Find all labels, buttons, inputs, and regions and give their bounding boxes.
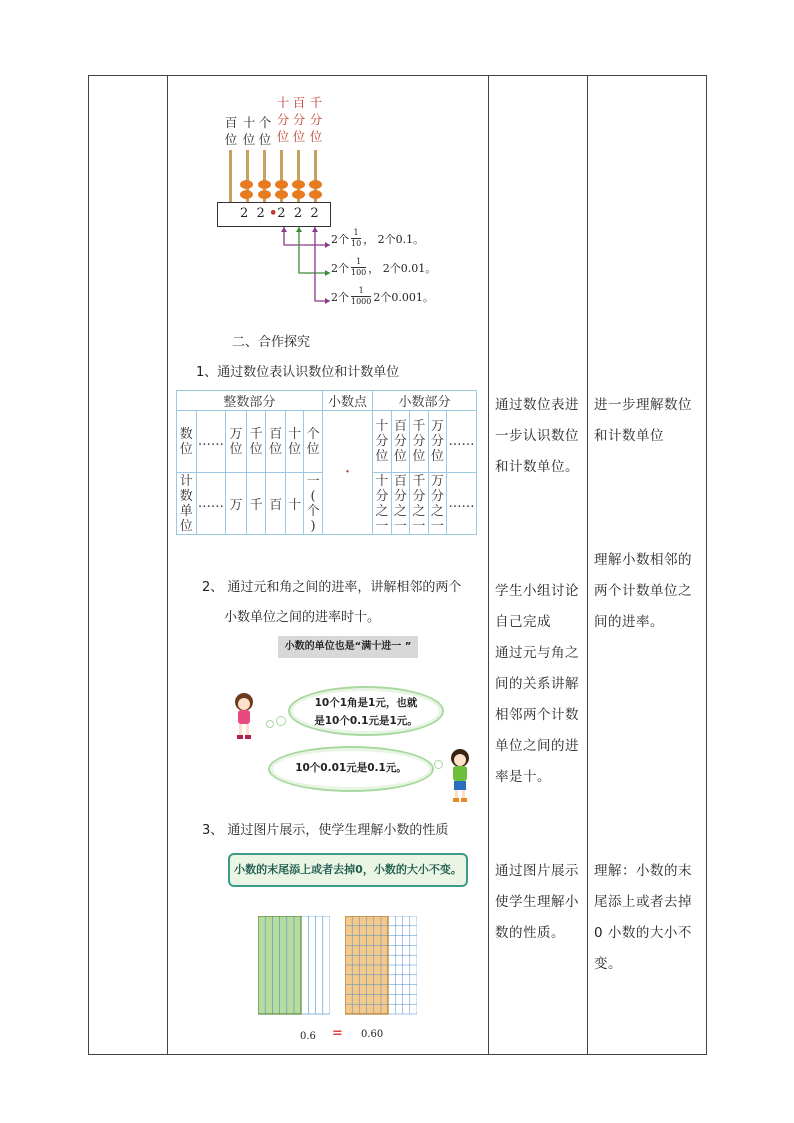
header-decimal-point: 小数点 — [322, 391, 372, 411]
step-1-text: 1、通过数位表认识数位和计数单位 — [196, 365, 400, 380]
girl-illustration — [230, 690, 260, 742]
place-cell: 十 位 — [285, 411, 303, 473]
unit-cell: 百 分 之 一 — [391, 473, 409, 535]
abacus-bead — [309, 180, 322, 189]
column-divider-2 — [488, 75, 489, 1055]
abacus-digits: 2 2 •2 2 2 — [240, 206, 319, 221]
step-2-text: 2、 通过元和角之间的进率，讲解相邻的两个 小数单位之间的进率时十。 — [202, 580, 462, 625]
decimal-point-cell: · — [322, 411, 372, 535]
place-cell: 万 分 位 — [428, 411, 446, 473]
grid-0-6 — [258, 916, 330, 1016]
abacus-label-tenths: 十 分 位 — [276, 95, 290, 144]
ellipsis: …… — [196, 411, 226, 473]
abacus-bead — [240, 180, 253, 189]
unit-cell: 十 分 之 一 — [373, 473, 391, 535]
abacus-note-tenths: 2个 1 10 ， 2个0.1。 — [331, 228, 425, 248]
unit-cell: 百 — [266, 473, 286, 535]
column-divider-1 — [167, 75, 168, 1055]
column-divider-3 — [587, 75, 588, 1055]
abacus-bead — [292, 180, 305, 189]
col3-block-3: 通过图片展示 使学生理解小 数的性质。 — [495, 863, 579, 941]
abacus-arrows — [270, 225, 340, 315]
abacus-label-thousandths: 千 分 位 — [309, 95, 323, 144]
place-cell: 十 分 位 — [373, 411, 391, 473]
speech-cloud-2: 10个0.01元是0.1元。 — [268, 746, 434, 792]
grid-label-left: 0.6 — [300, 1031, 316, 1042]
speech-cloud-1: 10个1角是1元，也就 是10个0.1元是1元。 — [288, 686, 444, 736]
abacus-bead — [275, 190, 288, 199]
ellipsis: …… — [447, 473, 477, 535]
table-right-border — [706, 75, 707, 1055]
col3-block-1: 通过数位表进 一步认识数位 和计数单位。 — [495, 397, 579, 475]
abacus-note-hundredths: 2个 1 100 ， 2个0.01。 — [331, 257, 437, 277]
unit-cell: 十 — [285, 473, 303, 535]
thought-bubble-dot — [276, 716, 286, 726]
abacus-note-thousandths: 2个 1 1000 2个0.001。 — [331, 286, 434, 306]
col4-block-2: 理解小数相邻的 两个计数单位之 间的进率。 — [594, 552, 692, 630]
grid-0-60 — [345, 916, 417, 1016]
ellipsis: …… — [447, 411, 477, 473]
abacus-label-hundreds: 百 位 — [224, 115, 238, 147]
row-head-unit: 计 数 单 位 — [177, 473, 197, 535]
abacus-bead — [258, 190, 271, 199]
row-head-place: 数 位 — [177, 411, 197, 473]
boy-illustration — [446, 746, 476, 804]
abacus-bead — [292, 190, 305, 199]
place-cell: 个 位 — [304, 411, 322, 473]
grid-label-right: 0.60 — [361, 1029, 384, 1040]
step-3-text: 3、 通过图片展示，使学生理解小数的性质 — [202, 823, 449, 838]
abacus-bead — [240, 190, 253, 199]
col3-block-2: 学生小组讨论 自己完成 通过元与角之 间的关系讲解 相邻两个计数 单位之间的进 率是十。 — [495, 583, 579, 785]
place-cell: 百 位 — [266, 411, 286, 473]
unit-cell: 万 — [226, 473, 247, 535]
col4-block-3: 理解：小数的末 尾添上或者去掉 0 小数的大小不 变。 — [594, 863, 692, 972]
section-heading: 二、合作探究 — [232, 335, 311, 350]
abacus-label-tens: 十 位 — [242, 115, 256, 147]
unit-cell: 千 — [246, 473, 266, 535]
thought-bubble-dot — [434, 760, 443, 769]
abacus-bead — [309, 190, 322, 199]
table-bottom-border — [88, 1054, 706, 1055]
abacus-label-hundredths: 百 分 位 — [292, 95, 306, 144]
header-integer-part: 整数部分 — [177, 391, 323, 411]
unit-cell: 一 ( 个 ) — [304, 473, 322, 535]
place-cell: 百 分 位 — [391, 411, 409, 473]
unit-cell: 万 分 之 一 — [428, 473, 446, 535]
equals-sign: = — [332, 1026, 343, 1041]
place-cell: 千 位 — [246, 411, 266, 473]
ellipsis: …… — [196, 473, 226, 535]
header-decimal-part: 小数部分 — [373, 391, 477, 411]
unit-cell: 千 分 之 一 — [410, 473, 428, 535]
thought-bubble-dot — [266, 720, 274, 728]
abacus-label-ones: 个 位 — [258, 115, 272, 147]
place-cell: 千 分 位 — [410, 411, 428, 473]
banner-full-ten: 小数的单位也是“满十进一 ” — [278, 636, 418, 658]
abacus-bead — [275, 180, 288, 189]
table-left-border — [88, 75, 89, 1055]
abacus-rod — [229, 150, 232, 202]
abacus-bead — [258, 180, 271, 189]
col4-block-1: 进一步理解数位 和计数单位 — [594, 397, 692, 444]
place-value-table — [176, 390, 478, 535]
banner-decimal-property: 小数的末尾添上或者去掉0，小数的大小不变。 — [228, 853, 468, 887]
place-cell: 万 位 — [226, 411, 247, 473]
table-top-border — [88, 75, 706, 76]
